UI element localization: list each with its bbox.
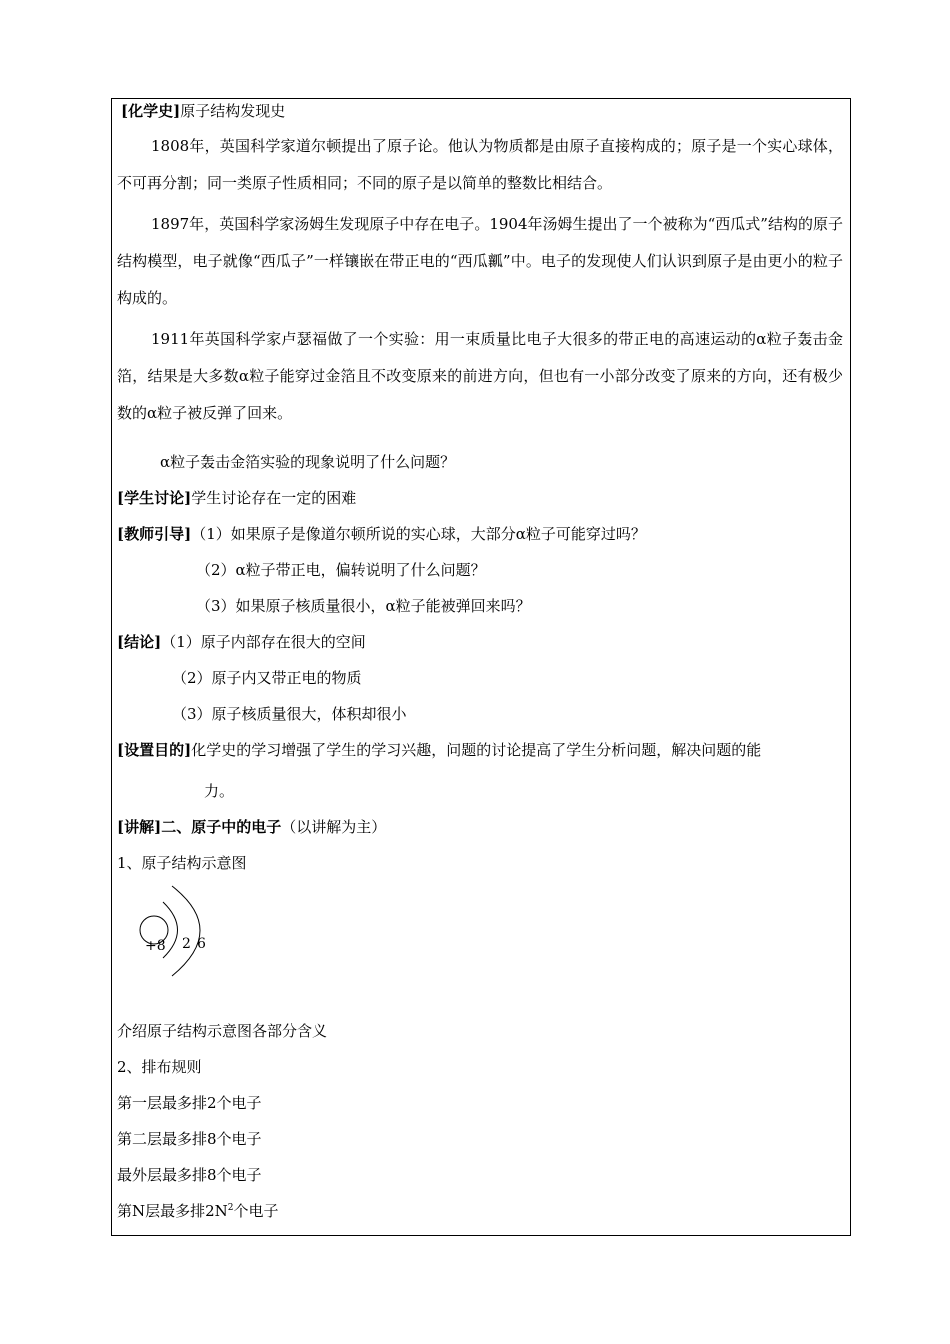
electron-shell-2-arc (172, 886, 200, 976)
conclusion-tag: [结论] (117, 633, 162, 651)
discussion-text: 学生讨论存在一定的困难 (191, 489, 357, 507)
history-heading (121, 101, 285, 121)
shell-2-electrons: 6 (197, 936, 206, 952)
shell-1-electrons: 2 (182, 936, 191, 952)
rule-nth-exponent: 2 (227, 1203, 234, 1213)
history-question: α粒子轰击金箔实验的现象说明了什么问题？ (160, 453, 456, 471)
guide-tag: [教师引导] (117, 525, 192, 543)
diagram-caption: 介绍原子结构示意图各部分含义 (117, 1022, 328, 1040)
rule-second-shell: 第二层最多排8个电子 (117, 1130, 262, 1148)
purpose-text: 化学史的学习增强了学生的学习兴趣，问题的讨论提高了学生分析问题，解决问题的能 (191, 741, 762, 759)
lecture-tag: [讲解]二、原子中的电子 (117, 818, 282, 836)
conclusion-item-1: （1）原子内部存在很大的空间 (161, 633, 366, 651)
rule-nth-shell (117, 1201, 279, 1221)
nucleus-charge: +8 (145, 938, 166, 954)
history-title: 原子结构发现史 (180, 102, 286, 120)
guide-line-1 (117, 524, 646, 544)
conclusion-item-3: （3）原子核质量很大，体积却很小 (172, 705, 407, 723)
guide-question-3: （3）如果原子核质量很小，α粒子能被弹回来吗？ (196, 597, 531, 615)
guide-question-2: （2）α粒子带正电，偏转说明了什么问题？ (196, 561, 486, 579)
rule-outer-shell: 最外层最多排8个电子 (117, 1166, 262, 1184)
conclusion-item-2: （2）原子内又带正电的物质 (172, 669, 362, 687)
purpose-text-continued: 力。 (204, 782, 235, 800)
rule-first-shell: 第一层最多排2个电子 (117, 1094, 262, 1112)
lecture-note: （以讲解为主） (281, 818, 387, 836)
conclusion-line-1 (117, 632, 366, 652)
history-paragraph-dalton: 1808年，英国科学家道尔顿提出了原子论。他认为物质都是由原子直接构成的；原子是一个实心球体，不可再分割；同一类原子性质相同；不同的原子是以简单的整数比相结合。 (117, 137, 843, 192)
purpose-tag: [设置目的] (117, 741, 192, 759)
guide-question-1: （1）如果原子是像道尔顿所说的实心球，大部分α粒子可能穿过吗？ (191, 525, 646, 543)
rule-nth-text: 第N层最多排2N (117, 1202, 228, 1220)
history-paragraph-thomson: 1897年，英国科学家汤姆生发现原子中存在电子。1904年汤姆生提出了一个被称为“西瓜式”结构的原子结构模型，电子就像“西瓜子”一样镶嵌在带正电的“西瓜瓤”中。电子的发现使人们认识到原子是由更小的粒子构成的。 (117, 215, 843, 307)
diagram-heading: 1、原子结构示意图 (117, 854, 247, 872)
rule-nth-suffix: 个电子 (233, 1202, 279, 1220)
lecture-heading (117, 817, 386, 837)
discussion-line (117, 488, 356, 508)
history-paragraph-rutherford: 1911年英国科学家卢瑟福做了一个实验：用一束质量比电子大很多的带正电的高速运动的α粒子轰击金箔，结果是大多数α粒子能穿过金箔且不改变原来的前进方向，但也有一小部分改变了原来的方向，还有极少数的α粒子被反弹了回来。 (117, 330, 843, 422)
discussion-tag: [学生讨论] (117, 489, 192, 507)
purpose-line-1 (117, 740, 761, 760)
history-tag: [化学史] (121, 102, 181, 120)
atom-structure-diagram (130, 880, 230, 980)
rules-heading: 2、排布规则 (117, 1058, 202, 1076)
